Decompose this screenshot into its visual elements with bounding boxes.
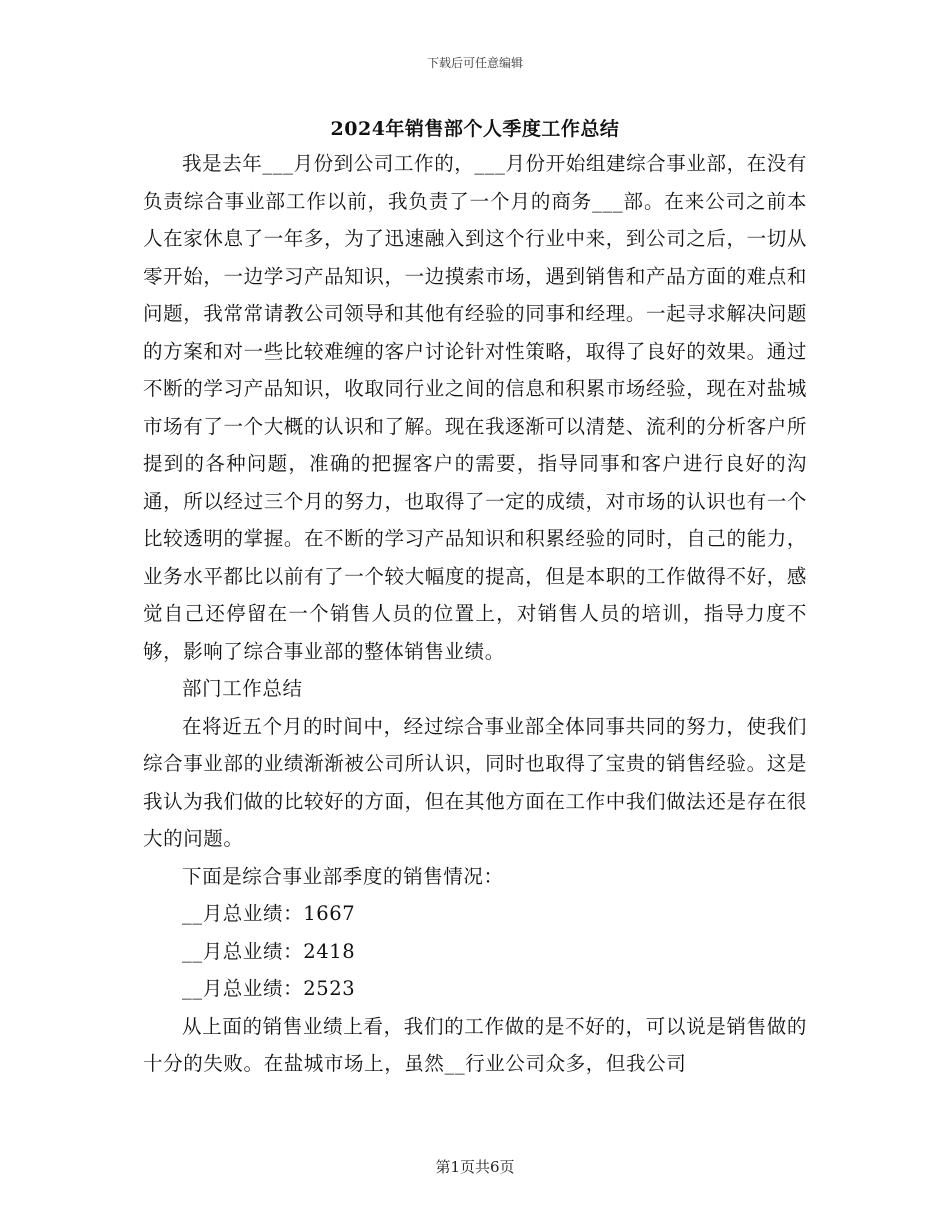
paragraph-sales-analysis: 从上面的销售业绩上看，我们的工作做的是不好的，可以说是销售做的十分的失败。在盐城市场上，虽然__行业公司众多，但我公司: [143, 1014, 807, 1075]
paragraph-sales-intro: 下面是综合事业部季度的销售情况：: [182, 864, 504, 888]
section-heading-department-summary: 部门工作总结: [182, 677, 303, 700]
sales-line-month-3: __月总业绩：2523: [182, 977, 356, 1000]
document-title: 2024年销售部个人季度工作总结: [330, 118, 620, 140]
sales-line-month-1: __月总业绩：1667: [182, 902, 356, 925]
paragraph-intro: 我是去年___月份到公司工作的，___月份开始组建综合事业部，在没有负责综合事业部工作以前，我负责了一个月的商务___部。在来公司之前本人在家休息了一年多，为了迅速融入到这个行业中来，到公司之后，一切从零开始，一边学习产品知识，一边摸索市场，遇到销售和产品方面的难点和问题，我常常请教公司领导和其他有经验的同事和经理。一起寻求解决问题的方案和对一些比较难缠的客户讨论针对性策略，取得了良好的效果。通过不断的学习产品知识，收取同行业之间的信息和积累市场经验，现在对盐城市场有了一个大概的认识和了解。现在我逐渐可以清楚、流利的分析客户所提到的各种问题，准确的把握客户的需要，指导同事和客户进行良好的沟通，所以经过三个月的努力，也取得了一定的成绩，对市场的认识也有一个比较透明的掌握。在不断的学习产品知识和积累经验的同时，自己的能力，业务水平都比以前有了一个较大幅度的提高，但是本职的工作做得不好，感觉自己还停留在一个销售人员的位置上，对销售人员的培训，指导力度不够，影响了综合事业部的整体销售业绩。: [143, 152, 807, 663]
paragraph-department-summary: 在将近五个月的时间中，经过综合事业部全体同事共同的努力，使我们综合事业部的业绩渐渐被公司所认识，同时也取得了宝贵的销售经验。这是我认为我们做的比较好的方面，但在其他方面在工作中我们做法还是存在很大的问题。: [143, 714, 807, 850]
sales-line-month-2: __月总业绩：2418: [182, 939, 356, 963]
document-body: [143, 145, 807, 1083]
page-header-note: 下载后可任意编辑: [426, 56, 523, 70]
page-number: 第1页共6页: [435, 1158, 515, 1176]
